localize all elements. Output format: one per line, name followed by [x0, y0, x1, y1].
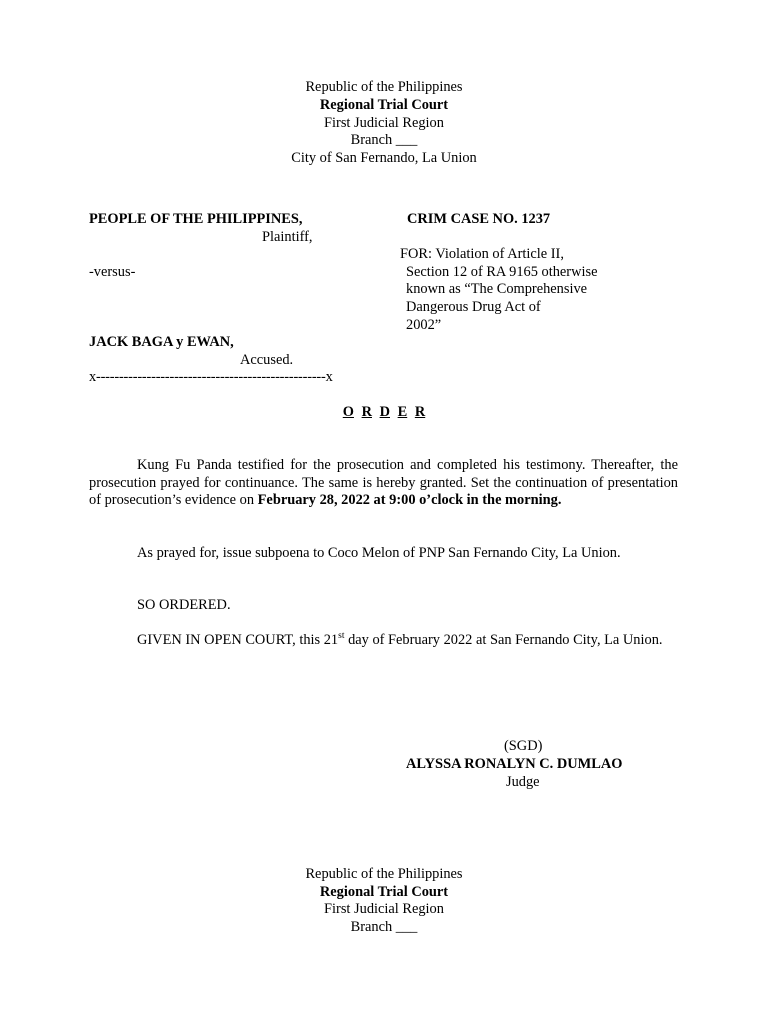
court-name: Regional Trial Court [319, 97, 449, 113]
so-ordered: SO ORDERED. [137, 597, 231, 613]
caption-separator: x--------------------------------------------------x [89, 369, 333, 385]
given-text-pre: GIVEN IN OPEN COURT, this 21 [137, 632, 339, 648]
court-name: Regional Trial Court [319, 884, 449, 900]
hearing-schedule: February 28, 2022 at 9:00 o’clock in the morning. [257, 492, 562, 509]
body-paragraph-3 [89, 597, 678, 615]
branch-line: Branch ___ [350, 132, 418, 148]
paragraph-1-text: Kung Fu Panda testified for the prosecution and completed his testimony. Thereafter, the prosecution prayed for continuance. The same is hereby granted. Set the continuation of presentation of prosecution’s evidence on [89, 457, 678, 509]
judge-title: Judge [506, 774, 540, 790]
order-title [0, 404, 768, 422]
body-paragraph-1 [89, 457, 678, 510]
court-city: City of San Fernando, La Union [291, 150, 477, 166]
republic-line: Republic of the Philippines [305, 79, 463, 95]
body-paragraph-2 [89, 545, 678, 563]
plaintiff-name: PEOPLE OF THE PHILIPPINES, [89, 211, 303, 227]
accused-name: JACK BAGA y EWAN, [89, 334, 234, 350]
order-letter: D [379, 404, 390, 420]
given-text-post: day of February 2022 at San Fernando City, La Union. [344, 632, 663, 648]
case-number: CRIM CASE NO. 1237 [407, 211, 551, 227]
accused-role: Accused. [240, 352, 294, 368]
order-letter: R [361, 404, 372, 420]
signed-marker: (SGD) [504, 738, 543, 754]
offense-line-1: FOR: Violation of Article II, [400, 246, 564, 262]
paragraph-2-text: As prayed for, issue subpoena to Coco Melon of PNP San Fernando City, La Union. [137, 545, 621, 561]
order-letter: R [414, 404, 426, 420]
offense-line-5: 2002” [406, 317, 442, 333]
offense-line-3: known as “The Comprehensive [406, 281, 588, 297]
judicial-region: First Judicial Region [324, 115, 444, 131]
date-ordinal-suffix: st [338, 631, 345, 641]
branch-line: Branch ___ [350, 919, 418, 935]
judicial-region: First Judicial Region [324, 901, 444, 917]
order-letter: O [342, 404, 354, 420]
offense-line-2: Section 12 of RA 9165 otherwise [406, 264, 598, 280]
order-letter: E [397, 404, 408, 420]
republic-line: Republic of the Philippines [305, 866, 463, 882]
offense-line-4: Dangerous Drug Act of [406, 299, 541, 315]
plaintiff-role: Plaintiff, [262, 229, 313, 245]
judge-name: ALYSSA RONALYN C. DUMLAO [406, 756, 623, 772]
body-paragraph-4 [89, 632, 678, 650]
versus-label: -versus- [89, 264, 136, 280]
